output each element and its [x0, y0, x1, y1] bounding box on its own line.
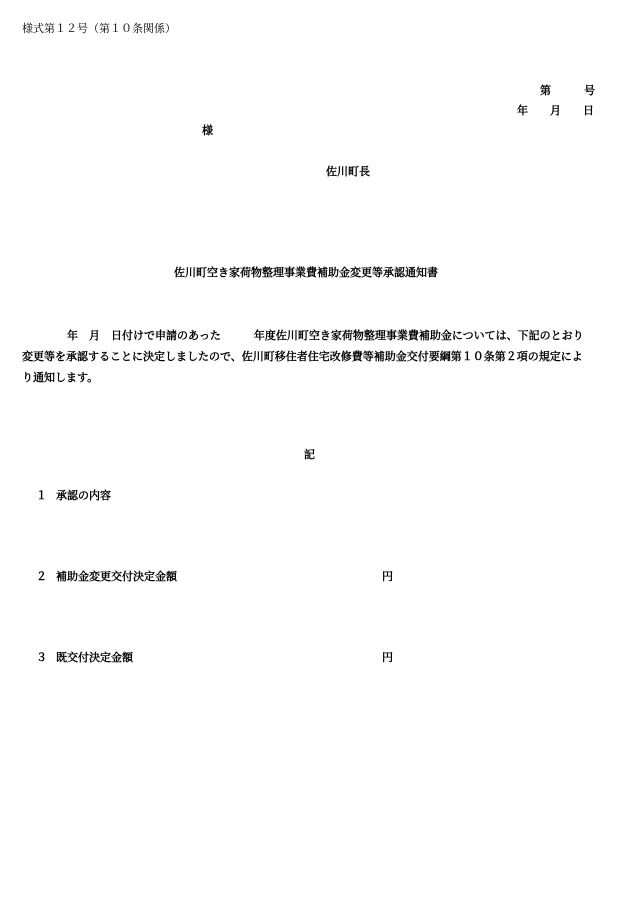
form-number: 様式第１２号（第１０条関係） [22, 22, 176, 35]
document-number: 第 号 [540, 84, 595, 97]
document-title: 佐川町空き家荷物整理事業費補助金変更等承認通知書 [174, 266, 438, 279]
item-unit: 円 [382, 570, 393, 583]
ki-heading: 記 [304, 448, 315, 461]
item-label: 既交付決定金額 [56, 651, 133, 664]
item-label: 補助金変更交付決定金額 [56, 570, 177, 583]
item-number: ２ [36, 570, 47, 583]
sender: 佐川町長 [326, 165, 370, 178]
body-line-2: 変更等を承認することに決定しましたので、佐川町移住者住宅改修費等補助金交付要綱第１０条第２項の規定によ [22, 350, 583, 363]
body-line-1: 年 月 日付けで申請のあった 年度佐川町空き家荷物整理事業費補助金については、下記のとおり [67, 329, 584, 342]
body-line-3: り通知します。 [22, 371, 99, 384]
body-paragraph [22, 325, 608, 388]
item-number: １ [36, 489, 47, 502]
addressee-suffix: 様 [202, 124, 213, 137]
item-unit: 円 [382, 651, 393, 664]
document-date: 年 月 日 [517, 104, 594, 117]
item-number: ３ [36, 651, 47, 664]
item-label: 承認の内容 [56, 489, 111, 502]
